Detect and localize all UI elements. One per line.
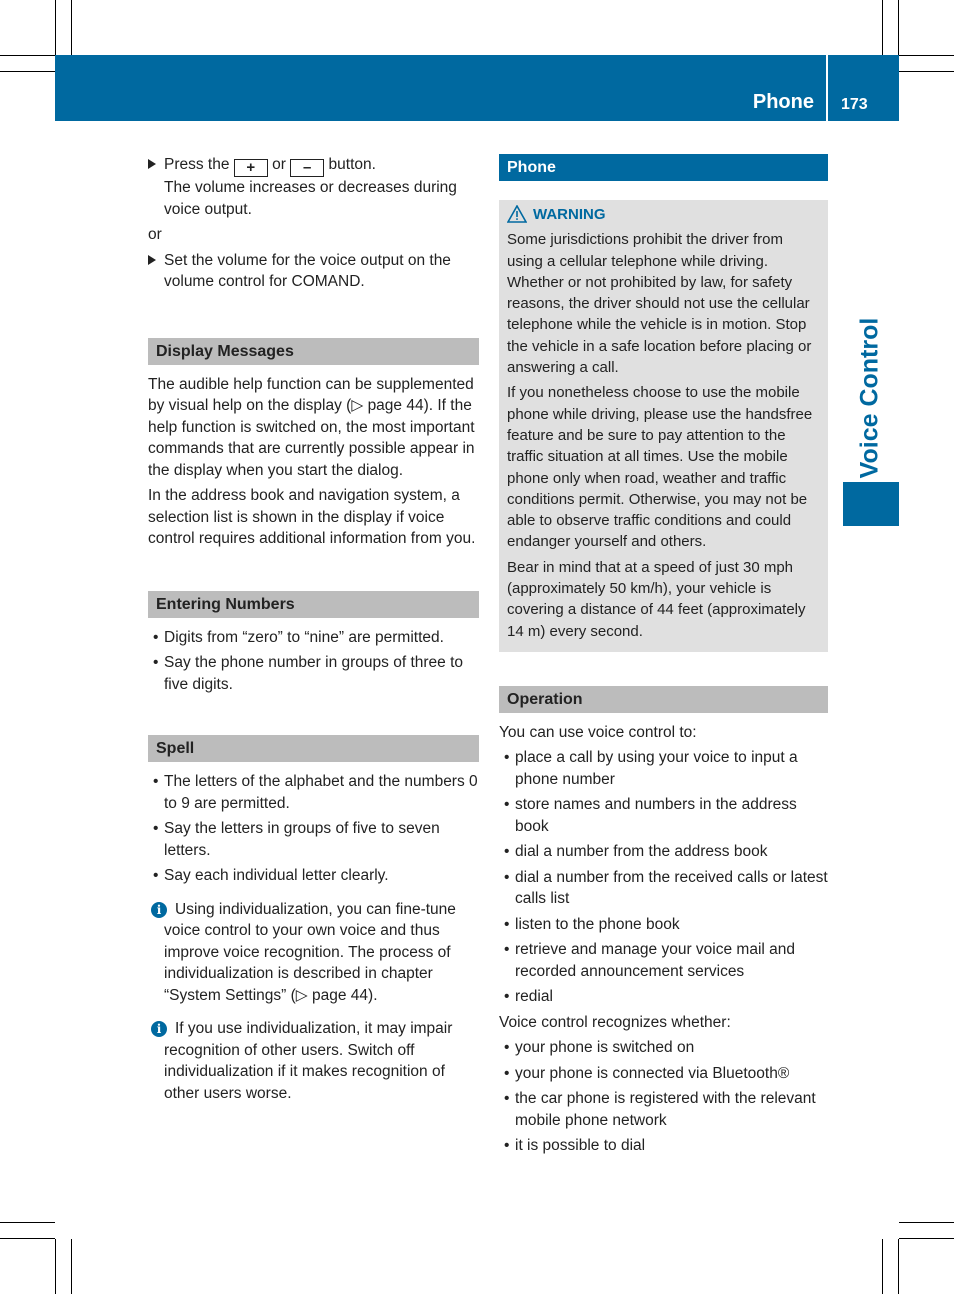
crop-mark [0,1222,55,1223]
plus-key-icon: + [234,159,268,177]
instruction-step: Set the volume for the voice output on the volume control for COMAND. [148,250,479,293]
list-item: • Say the letters in groups of five to seven letters. [153,820,440,859]
info-icon: i [151,1021,167,1037]
list-item: • redial [504,988,553,1006]
crop-mark [0,1238,55,1239]
spell-heading: Spell [148,735,479,762]
paragraph: Voice control recognizes whether: [499,1013,731,1031]
list-item: • it is possible to dial [504,1137,646,1155]
step-result: The volume increases or decreases during voice output. [164,179,457,218]
list-item: • listen to the phone book [504,915,680,933]
crop-mark [899,1238,954,1239]
phone-heading: Phone [499,154,828,181]
list-item: • store names and numbers in the address book [504,796,797,835]
list-item: • dial a number from the received calls or latest calls list [504,868,828,908]
entering-numbers-heading: Entering Numbers [148,591,479,618]
paragraph: You can use voice control to: [499,723,697,741]
list-item: • place a call by using your voice to input a phone number [504,749,798,788]
step-arrow-icon [148,159,156,169]
operation-heading: Operation [499,686,828,713]
warning-title: WARNING [507,204,820,225]
page-number: 173 [841,96,868,113]
list-item: • retrieve and manage your voice mail and recorded announcement services [504,941,796,980]
crop-mark [55,0,56,55]
warning-text: Some jurisdictions prohibit the driver from using a cellular telephone while driving. Whether or not prohibited by law, for safety reasons, the driver should not use the cellular telephone while the vehicle is in motion. Stop the vehicle in a safe location before placing or answering a call. [507,231,812,377]
list-item: • The letters of the alphabet and the numbers 0 to 9 are permitted. [153,773,478,812]
or-text: or [148,226,162,243]
info-note: i If you use individualization, it may impair recognition of other users. Switch off individualization if it makes recognition of other users worse. [148,1018,479,1104]
list-item: • the car phone is registered with the relevant mobile phone network [504,1090,816,1129]
list-item: • Say each individual letter clearly. [153,867,389,884]
crop-mark [898,1239,899,1294]
crop-mark [882,0,883,55]
header-separator [826,55,828,121]
warning-text: If you nonetheless choose to use the mobile phone while driving, please use the handsfree feature and be sure to pay attention to the traffic situation at all times. Use the mobile phone only when road, weather and traffic conditions permit. Otherwise, you may not be able to observe traffic conditions and could endanger yourself and others. [507,384,813,551]
crop-mark [0,55,55,56]
info-icon: i [151,902,167,918]
step-arrow-icon [148,255,156,265]
paragraph: The audible help function can be supplemented by visual help on the display (▷ page 44). If the help function is switched on, the most important commands that are currently possible appear in the display when you start the dialog. [148,375,475,479]
info-note: i Using individualization, you can fine-tune voice control to your own voice and thus improve voice recognition. The process of individualization is described in chapter “System Settings” (▷ page 44). [148,899,479,1007]
list-item: • dial a number from the address book [504,843,768,861]
list-item: • Digits from “zero” to “nine” are permitted. [153,628,444,646]
chapter-tab-marker [843,482,899,526]
warning-text: Bear in mind that at a speed of just 30 mph (approximately 50 km/h), your vehicle is covering a distance of 44 feet (approximately 14 m) every second. [507,558,806,640]
list-item: • your phone is connected via Bluetooth® [504,1064,790,1082]
crop-mark [55,1239,56,1294]
crop-mark [0,71,55,72]
crop-mark [899,71,954,72]
instruction-step: Press the + or – button. The volume increases or decreases during voice output. [148,154,479,220]
list-item: • Say the phone number in groups of three to five digits. [153,654,464,693]
crop-mark [899,1222,954,1223]
crop-mark [899,55,954,56]
crop-mark [71,0,72,55]
warning-triangle-icon [507,205,527,223]
right-column [499,154,828,1161]
section-title: Phone [752,91,814,113]
warning-box [499,200,828,652]
list-item: • your phone is switched on [504,1039,695,1057]
left-column [148,154,479,1108]
display-messages-heading: Display Messages [148,338,479,365]
crop-mark [882,1239,883,1294]
paragraph: In the address book and navigation system, a selection list is shown in the display if voice control requires additional information from you. [148,487,476,547]
minus-key-icon: – [290,159,324,177]
chapter-side-title: Voice Control [855,317,884,479]
crop-mark [898,0,899,55]
crop-mark [71,1239,72,1294]
